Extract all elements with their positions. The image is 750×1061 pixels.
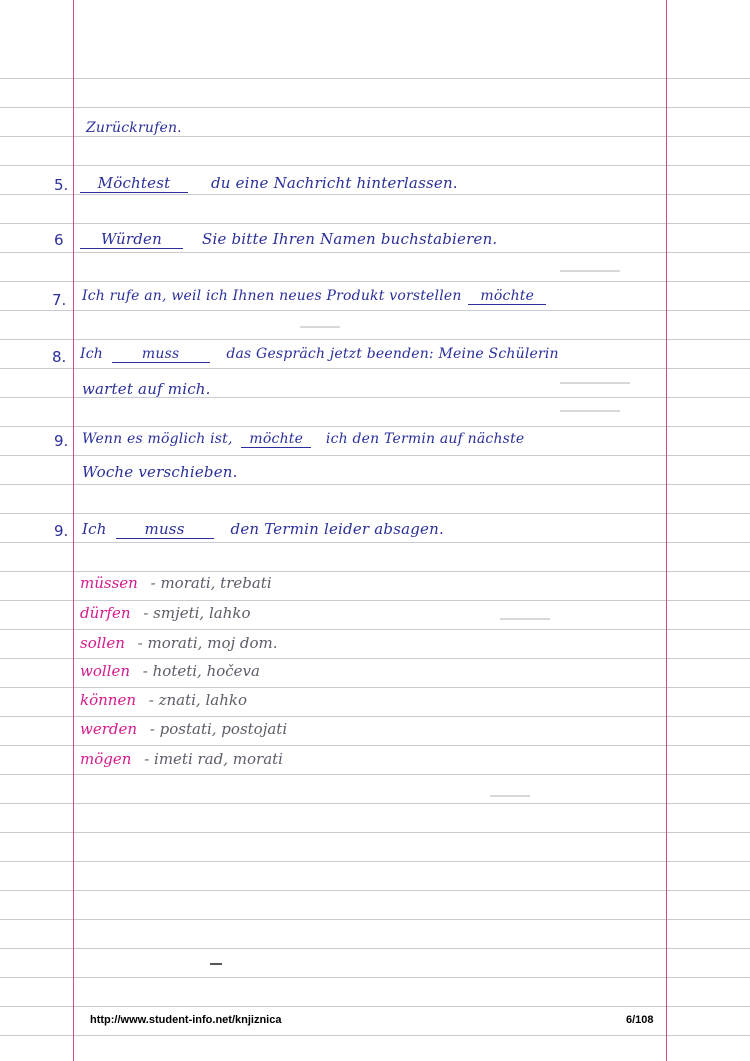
- exercise-text: den Termin leider absagen.: [230, 520, 444, 538]
- header-word: Zurückrufen.: [86, 120, 182, 136]
- vocab-row: [80, 574, 272, 592]
- vocab-row: [80, 634, 278, 652]
- exercise-text: das Gespräch jetzt beenden: Meine Schülerin: [226, 346, 559, 362]
- scan-mark: [560, 270, 620, 272]
- scan-mark: [300, 326, 340, 328]
- exercise-number: 9.: [54, 432, 69, 450]
- exercise-text: du eine Nachricht hinterlassen.: [210, 174, 458, 192]
- exercise-line: [82, 288, 550, 305]
- answer-blank: möchte: [468, 288, 546, 305]
- vocab-verb: können: [80, 691, 136, 709]
- left-margin-line: [73, 0, 74, 1061]
- scan-mark: [560, 410, 620, 412]
- vocab-translation: - postati, postojati: [149, 720, 288, 738]
- exercise-line: [76, 174, 458, 193]
- vocab-verb: dürfen: [80, 604, 131, 622]
- scan-mark: [210, 963, 222, 965]
- answer-blank: muss: [116, 520, 214, 539]
- exercise-line: [82, 520, 444, 539]
- exercise-number: 9.: [54, 522, 69, 540]
- vocab-verb: müssen: [80, 574, 138, 592]
- answer-blank: Würden: [80, 230, 183, 249]
- exercise-number: 7.: [52, 291, 67, 309]
- scan-mark: [500, 618, 550, 620]
- scan-mark: [490, 795, 530, 797]
- vocab-verb: sollen: [80, 634, 125, 652]
- vocab-row: [80, 691, 247, 709]
- vocab-translation: - morati, moj dom.: [137, 634, 278, 652]
- exercise-line-continued: wartet auf mich.: [82, 380, 211, 398]
- exercise-text: Ich: [80, 346, 103, 362]
- exercise-line: [82, 431, 524, 448]
- vocab-verb: wollen: [80, 662, 131, 680]
- exercise-text: Ich: [82, 520, 107, 538]
- vocab-translation: - smjeti, lahko: [143, 604, 251, 622]
- exercise-number: 5.: [54, 176, 69, 194]
- exercise-line-continued: Woche verschieben.: [82, 463, 238, 481]
- vocab-translation: - morati, trebati: [150, 574, 272, 592]
- vocab-verb: werden: [80, 720, 138, 738]
- answer-blank: möchte: [241, 431, 311, 448]
- exercise-text: ich den Termin auf nächste: [325, 431, 525, 447]
- vocab-translation: - imeti rad, morati: [144, 750, 283, 768]
- vocab-translation: - znati, lahko: [148, 691, 247, 709]
- right-margin-line: [666, 0, 667, 1061]
- exercise-number: 8.: [52, 348, 67, 366]
- vocab-row: [80, 720, 287, 738]
- scan-mark: [560, 382, 630, 384]
- exercise-line: [80, 346, 559, 363]
- vocab-row: [80, 750, 283, 768]
- vocab-row: [80, 662, 260, 680]
- exercise-text: Sie bitte Ihren Namen buchstabieren.: [201, 230, 498, 248]
- vocab-translation: - hoteti, hočeva: [142, 662, 260, 680]
- footer-source-link[interactable]: http://www.student-info.net/knjiznica: [90, 1014, 282, 1026]
- page-number: 6/108: [626, 1014, 654, 1026]
- answer-blank: muss: [112, 346, 210, 363]
- exercise-number: 6: [54, 231, 64, 249]
- vocab-verb: mögen: [80, 750, 132, 768]
- answer-blank: Möchtest: [80, 174, 188, 193]
- vocab-row: [80, 604, 250, 622]
- exercise-text: Ich rufe an, weil ich Ihnen neues Produkt vorstellen: [82, 288, 462, 304]
- exercise-line: [76, 230, 497, 249]
- exercise-text: Wenn es möglich ist,: [82, 431, 233, 447]
